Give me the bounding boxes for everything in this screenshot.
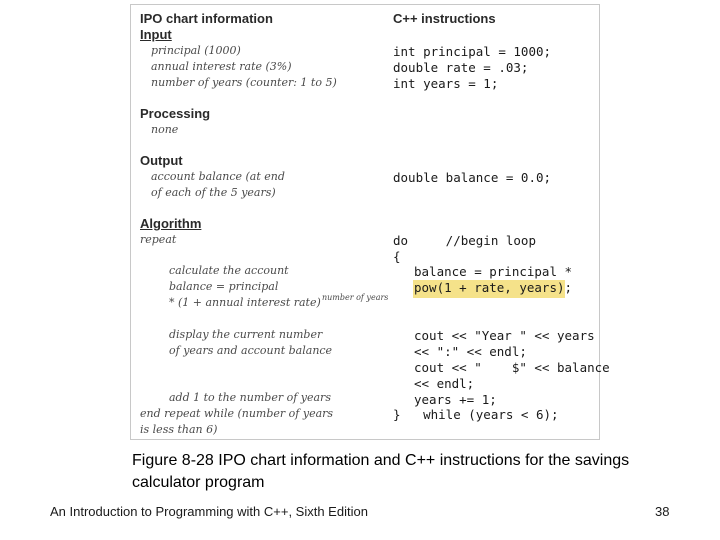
code-line: years += 1; [414,392,497,407]
input-item: principal (1000) [151,44,241,57]
algorithm-step: end repeat while (number of years [140,407,334,420]
algorithm-step: * (1 + annual interest rate) [169,296,321,309]
code-line: int principal = 1000; [393,44,552,59]
page-number: 38 [655,504,670,519]
code-line: cout << "Year " << years [414,328,595,343]
input-item: number of years (counter: 1 to 5) [151,76,337,89]
code-line: do //begin loop [393,233,536,248]
footer-book-title: An Introduction to Programming with C++, Sixth Edition [50,504,368,519]
algorithm-step: is less than 6) [140,423,218,436]
output-item: account balance (at end [151,170,285,183]
algorithm-heading: Algorithm [140,216,202,231]
code-line: cout << " $" << balance [414,360,610,375]
input-heading: Input [140,27,172,42]
output-item: of each of the 5 years) [151,186,276,199]
code-line: balance = principal * [414,264,573,279]
code-line: << endl; [414,376,475,391]
code-line: << ":" << endl; [414,344,527,359]
output-heading: Output [140,153,183,168]
algorithm-step: repeat [140,233,177,246]
right-column-header: C++ instructions [393,11,496,26]
ipo-chart-figure [130,4,610,440]
code-line: double balance = 0.0; [393,170,552,185]
left-column-header: IPO chart information [140,11,273,26]
code-line: int years = 1; [393,76,499,91]
algorithm-step: add 1 to the number of years [169,391,331,404]
code-line: double rate = .03; [393,60,529,75]
processing-heading: Processing [140,106,211,121]
algorithm-step: calculate the account [169,264,289,277]
code-line: pow(1 + rate, years); [414,280,573,295]
processing-item: none [151,123,179,136]
algorithm-step: display the current number [169,328,323,341]
algorithm-step: balance = principal [169,280,279,293]
algorithm-step: number of years [322,293,389,302]
code-line: } while (years < 6); [393,407,559,422]
code-line: { [393,249,401,264]
figure-caption: Figure 8-28 IPO chart information and C++ instructions for the savings calculator program [132,452,630,491]
algorithm-step: of years and account balance [169,344,333,357]
input-item: annual interest rate (3%) [151,60,292,73]
